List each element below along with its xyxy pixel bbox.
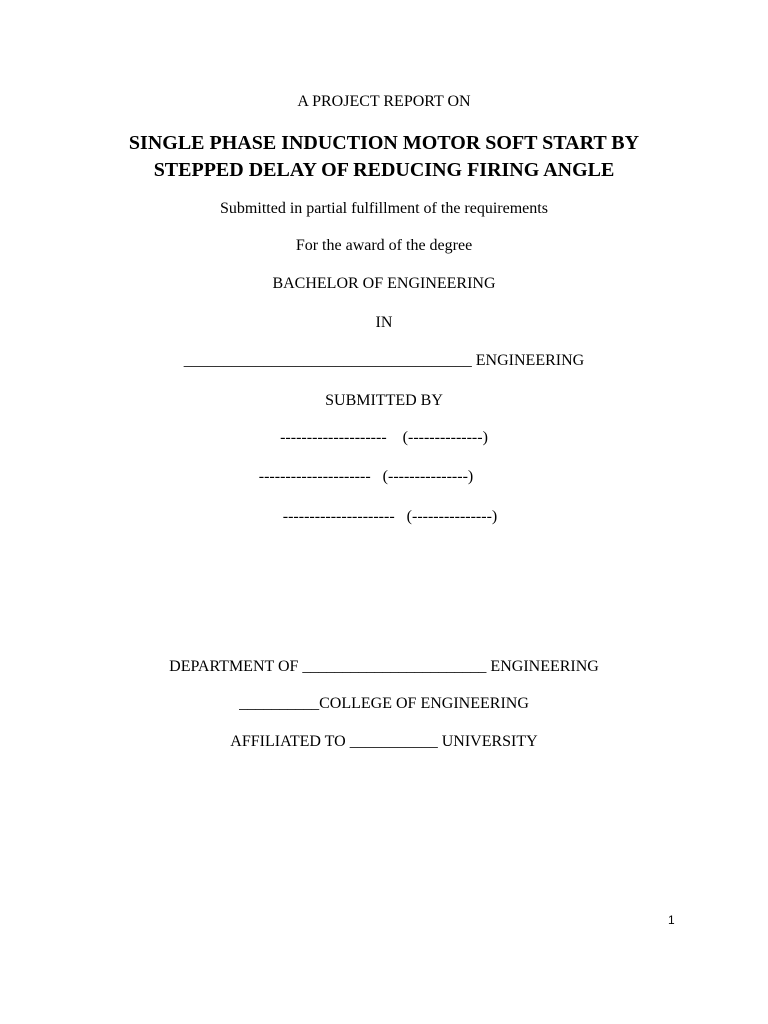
in-text: IN [375,314,393,331]
degree-text: BACHELOR OF ENGINEERING [272,275,496,292]
branch-line: ____________________________________ ENGINEERING [183,352,585,369]
student-entry-2: --------------------- (---------------) [258,468,474,485]
affiliation-line: AFFILIATED TO ___________ UNIVERSITY [230,733,538,750]
report-title-line-2: STEPPED DELAY OF REDUCING FIRING ANGLE [153,159,615,181]
submitted-by-text: SUBMITTED BY [325,392,443,409]
page-number: 1 [668,913,675,927]
report-heading: A PROJECT REPORT ON [297,93,471,110]
report-title-line-1: SINGLE PHASE INDUCTION MOTOR SOFT START BY [128,132,640,154]
award-text: For the award of the degree [295,237,473,254]
student-entry-3: --------------------- (---------------) [282,508,498,525]
submitted-partial-text: Submitted in partial fulfillment of the requirements [220,200,548,217]
student-entry-1: -------------------- (--------------) [280,429,488,446]
college-line: __________COLLEGE OF ENGINEERING [239,695,529,712]
department-line: DEPARTMENT OF _______________________ ENGINEERING [169,658,599,675]
